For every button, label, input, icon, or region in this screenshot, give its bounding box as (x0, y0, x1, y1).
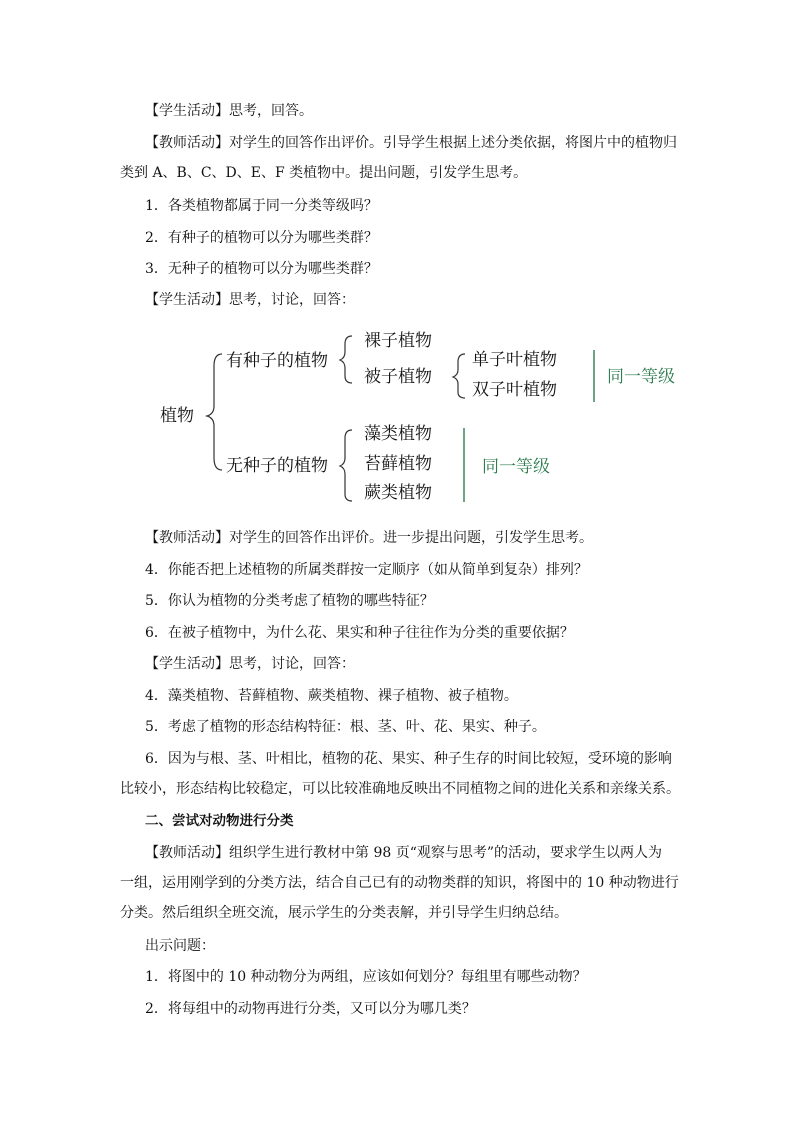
label-monocots: 单子叶植物 (472, 350, 557, 370)
question-3: 3．无种子的植物可以分为哪些类群？ (145, 261, 378, 277)
seed-brace (340, 336, 352, 383)
paragraph-teacher-activity-3: 【教师活动】组织学生进行教材中第 98 页“观察与思考”的活动，要求学生以两人为 (145, 845, 663, 861)
paragraph-teacher-activity-1-cont: 类到 A、B、C、D、E、F 类植物中。提出问题，引发学生思考。 (120, 165, 528, 181)
label-angiosperms: 被子植物 (364, 367, 432, 387)
plant-classification-diagram (0, 322, 794, 512)
question-animals-1: 1．将图中的 10 种动物分为两组，应该如何划分？每组里有哪些动物？ (145, 969, 587, 985)
label-seedless-plants: 无种子的植物 (226, 456, 328, 476)
question-6: 6．在被子植物中，为什么花、果实和种子往往作为分类的重要依据？ (145, 625, 574, 641)
noseed-brace (340, 430, 352, 501)
question-1: 1．各类植物都属于同一分类等级吗？ (145, 198, 378, 214)
label-ferns: 蕨类植物 (364, 483, 432, 503)
question-4: 4．你能否把上述植物的所属类群按一定顺序（如从简单到复杂）排列？ (145, 562, 588, 578)
label-mosses: 苔藓植物 (364, 454, 432, 474)
answer-6: 6．因为与根、茎、叶相比，植物的花、果实、种子生存的时间比较短，受环境的影响 (145, 751, 672, 767)
label-seed-plants: 有种子的植物 (226, 351, 328, 371)
paragraph-teacher-activity-1: 【教师活动】对学生的回答作出评价。引导学生根据上述分类依据，将图片中的植物归 (145, 135, 677, 151)
question-animals-2: 2．将每组中的动物再进行分类，又可以分为哪几类？ (145, 1001, 476, 1017)
paragraph-student-activity-2: 【学生活动】思考，讨论，回答： (145, 292, 355, 308)
paragraph-student-activity-3: 【学生活动】思考，讨论，回答： (145, 656, 355, 672)
answer-4: 4．藻类植物、苔藓植物、蕨类植物、裸子植物、被子植物。 (145, 688, 518, 704)
angio-brace (453, 354, 465, 398)
section-heading-animals: 二、尝试对动物进行分类 (145, 813, 294, 829)
question-5: 5．你认为植物的分类考虑了植物的哪些特征？ (145, 593, 434, 609)
paragraph-teacher-activity-3-cont2: 分类。然后组织全班交流，展示学生的分类表解，并引导学生归纳总结。 (120, 905, 568, 921)
question-2: 2．有种子的植物可以分为哪些类群？ (145, 230, 378, 246)
label-gymnosperms: 裸子植物 (364, 331, 432, 351)
label-same-level-1: 同一等级 (607, 367, 675, 387)
label-dicots: 双子叶植物 (472, 380, 557, 400)
paragraph-show-questions: 出示问题： (145, 938, 215, 954)
paragraph-student-activity-1: 【学生活动】思考，回答。 (145, 103, 313, 119)
label-algae: 藻类植物 (364, 424, 432, 444)
paragraph-teacher-activity-3-cont1: 一组，运用刚学到的分类方法，结合自己已有的动物类群的知识，将图中的 10 种动物进行 (120, 875, 679, 891)
answer-5: 5．考虑了植物的形态结构特征：根、茎、叶、花、果实、种子。 (145, 719, 546, 735)
label-same-level-2: 同一等级 (482, 457, 550, 477)
label-plants: 植物 (160, 406, 194, 426)
root-brace (207, 354, 222, 470)
answer-6-cont: 比较小，形态结构比较稳定，可以比较准确地反映出不同植物之间的进化关系和亲缘关系。 (120, 781, 680, 797)
paragraph-teacher-activity-2: 【教师活动】对学生的回答作出评价。进一步提出问题，引发学生思考。 (145, 530, 593, 546)
